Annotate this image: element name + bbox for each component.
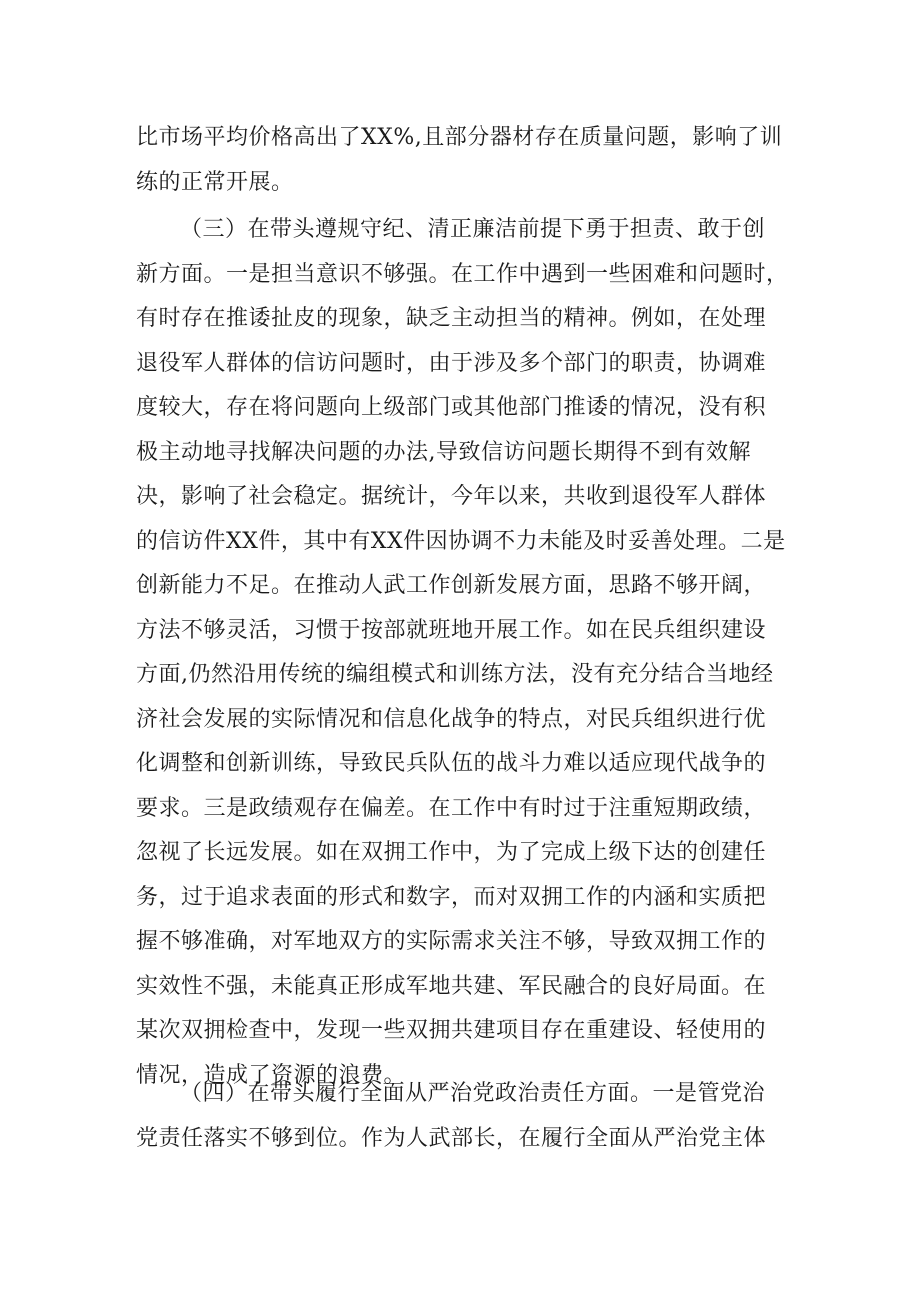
text-line: 握不够准确，对军地双方的实际需求关注不够，导致双拥工作的 <box>136 929 767 954</box>
text-line: 实效性不强，未能真正形成军地共建、军民融合的良好局面。在 <box>136 973 767 999</box>
text-line: 济社会发展的实际情况和信息化战争的特点，对民兵组织进行优 <box>136 706 767 732</box>
text-line: 务，过于追求表面的形式和数字，而对双拥工作的内涵和实质把 <box>136 884 767 910</box>
section-three-heading-line: （三）在带头遵规守纪、清正廉洁前提下勇于担责、敢于创 <box>180 217 766 242</box>
text-line: 有时存在推诿扯皮的现象，缺乏主动担当的精神。例如，在处理 <box>136 306 767 331</box>
text-line: 创新能力不足。在推动人武工作创新发展方面，思路不够开阔， <box>136 573 767 598</box>
paragraph-section-four <box>136 1072 796 1161</box>
text-line: 情况，造成了资源的浪费。 <box>136 1062 407 1088</box>
text-line: 的信访件XX件，其中有XX件因协调不力未能及时妥善处理。二是 <box>136 528 786 554</box>
section-four-heading-line: （四）在带头履行全面从严治党政治责任方面。一是管党治 <box>180 1081 766 1106</box>
text-line: 要求。三是政绩观存在偏差。在工作中有时过于注重短期政绩， <box>136 795 767 821</box>
text-line: 比市场平均价格高出了XX%,且部分器材存在质量问题，影响了训 <box>136 125 783 150</box>
text-line: 新方面。一是担当意识不够强。在工作中遇到一些困难和问题时， <box>136 261 789 287</box>
text-line: 某次双拥检查中，发现一些双拥共建项目存在重建设、轻使用的 <box>136 1018 767 1043</box>
text-line: 决，影响了社会稳定。据统计，今年以来，共收到退役军人群体 <box>136 484 767 509</box>
text-line: 方面,仍然沿用传统的编组模式和训练方法，没有充分结合当地经 <box>136 662 774 687</box>
paragraph-continuation <box>136 116 796 205</box>
text-line: 度较大，存在将问题向上级部门或其他部门推诿的情况，没有积 <box>136 395 767 420</box>
text-line: 党责任落实不够到位。作为人武部长，在履行全面从严治党主体 <box>136 1125 767 1151</box>
text-line: 极主动地寻找解决问题的办法,导致信访问题长期得不到有效解 <box>136 439 751 465</box>
text-line: 忽视了长远发展。如在双拥工作中，为了完成上级下达的创建任 <box>136 840 767 865</box>
paragraph-section-three <box>136 208 796 1098</box>
text-line: 方法不够灵活，习惯于按部就班地开展工作。如在民兵组织建设 <box>136 617 767 643</box>
text-line: 化调整和创新训练，导致民兵队伍的战斗力难以适应现代战争的 <box>136 751 767 776</box>
text-line: 退役军人群体的信访问题时，由于涉及多个部门的职责，协调难 <box>136 350 767 376</box>
text-line: 练的正常开展。 <box>136 169 294 195</box>
